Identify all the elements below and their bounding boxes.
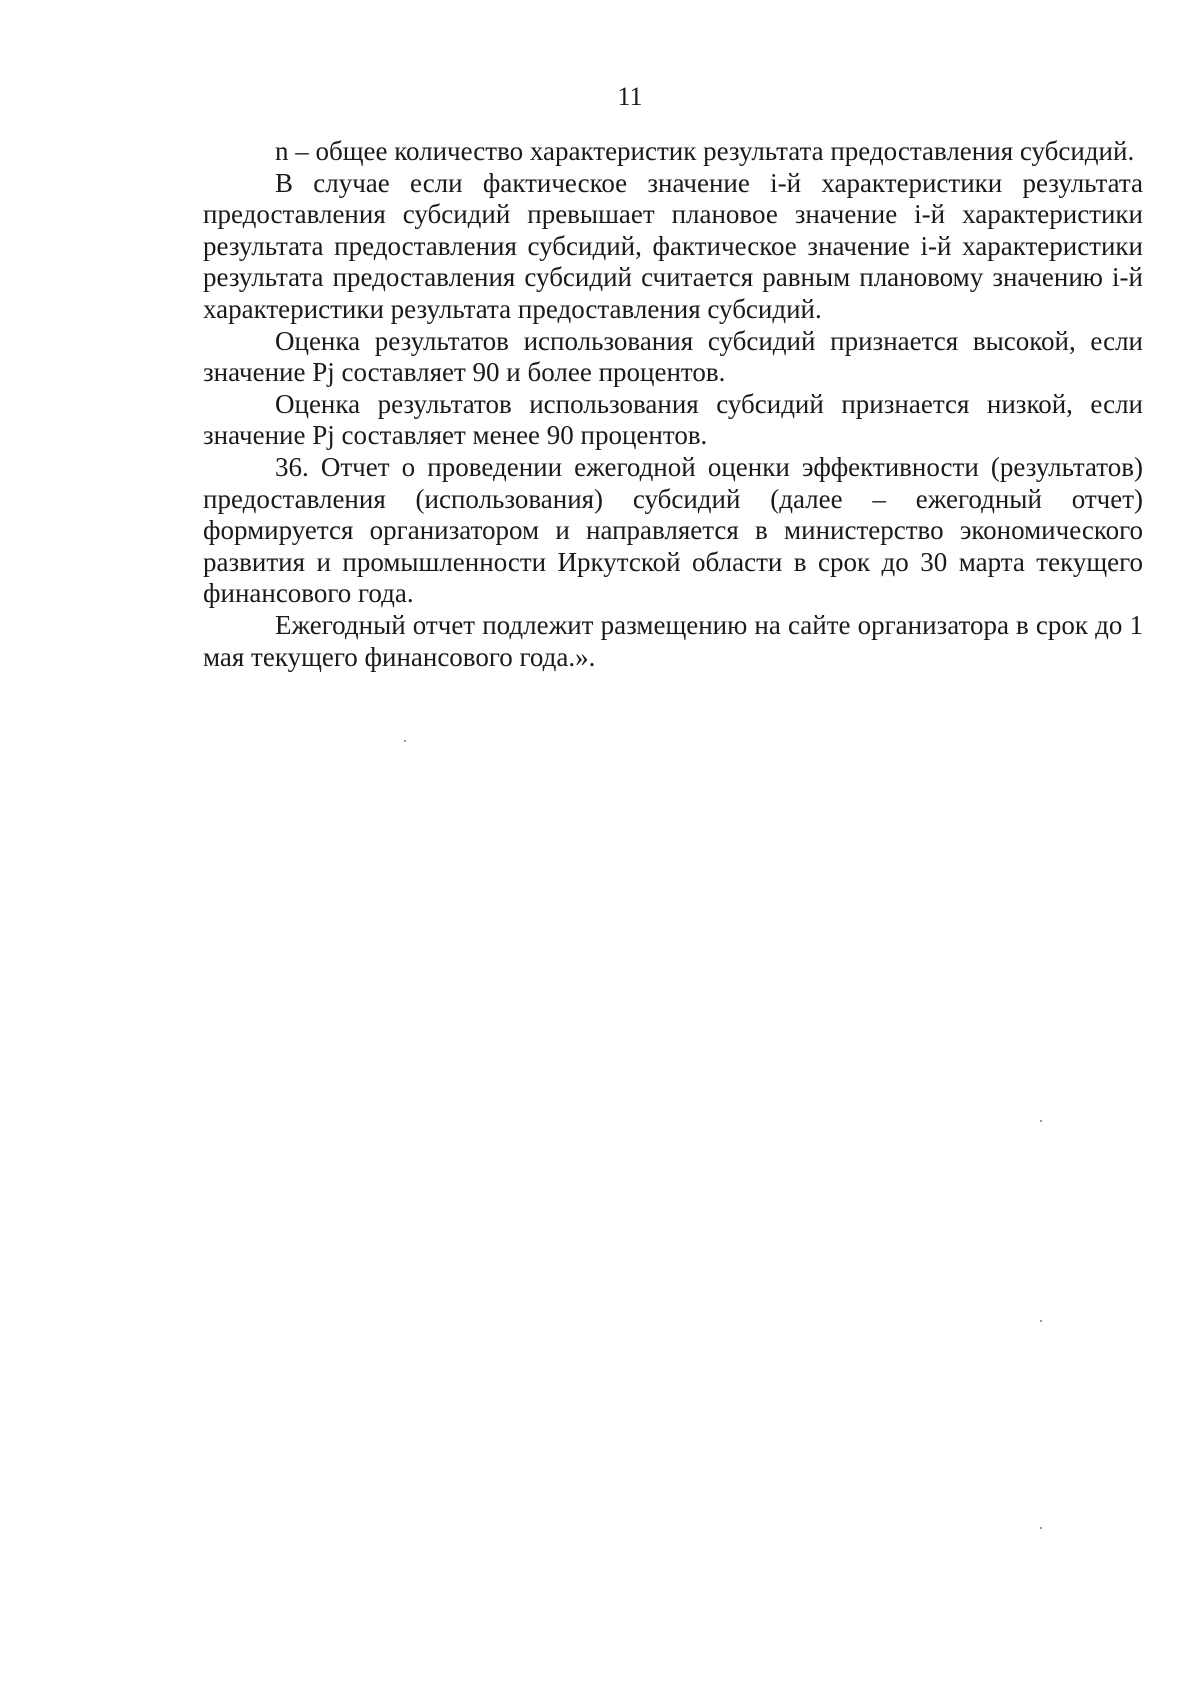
paragraph-low-assessment: Оценка результатов использования субсидий признается низкой, если значение Pj составляет менее 90 процентов. [203, 388, 1143, 451]
paragraph-report-publication: Ежегодный отчет подлежит размещению на сайте организатора в срок до 1 мая текущего финансового года.». [203, 609, 1143, 672]
document-body [203, 136, 1143, 673]
scan-speck [1040, 1120, 1042, 1122]
scan-speck [1040, 1527, 1042, 1529]
paragraph-high-assessment: Оценка результатов использования субсидий признается высокой, если значение Pj составляет 90 и более процентов. [203, 325, 1143, 388]
paragraph-annual-report: 36. Отчет о проведении ежегодной оценки эффективности (результатов) предоставления (использования) субсидий (далее – ежегодный отчет) формируется организатором и направляется в министерство экономического развития и промышленности Иркутской области в срок до 30 марта текущего финансового года. [203, 451, 1143, 609]
scan-speck [1040, 1320, 1042, 1322]
paragraph-actual-value-rule: В случае если фактическое значение i-й характеристики результата предоставления субсидий превышает плановое значение i-й характеристики результата предоставления субсидий, фактическое значение i-й характеристики результата предоставления субсидий считается равным плановому значению i-й характеристики результата предоставления субсидий. [203, 167, 1143, 324]
paragraph-n-definition: n – общее количество характеристик результата предоставления субсидий. [275, 136, 1135, 166]
page-number: 11 [617, 82, 643, 111]
scan-speck [404, 740, 406, 742]
